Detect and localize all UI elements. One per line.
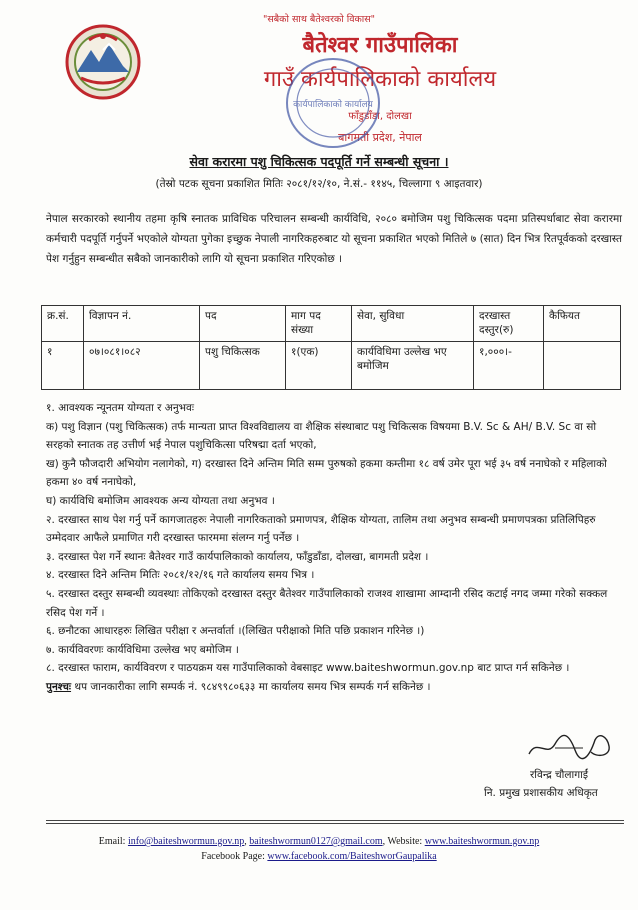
footer-contact-line: Email: info@baiteshwormun.gov.np, baiteshwormun0127@gmail.com, Website: www.baiteshwormun.gov.np	[98, 836, 540, 847]
section-8: ८. दरखास्त फाराम, कार्यविवरण र पाठयक्रम यस गाउँपालिकाको वेबसाइट www.baiteshwormun.gov.np बाट प्राप्त गर्न सकिनेछ ।	[46, 662, 570, 675]
section-4: ४. दरखास्त दिने अन्तिम मितिः २०८१/१२/१६ गते कार्यालय समय भित्र ।	[46, 569, 315, 582]
municipality-emblem-logo	[63, 22, 143, 102]
facebook-label: Facebook Page:	[201, 851, 268, 862]
section-2: २. दरखास्त साथ पेश गर्नु पर्ने कागजातहरुः नेपाली नागरिकताको प्रमाणपत्र, शैक्षिक योग्यता, तालिम तथा अनुभव सम्बन्धी प्रमाणपत्रका प्रतिलिपिहरु उम्मेदवार आफैले प्रमाणित गरी दरखास्त फारममा संलग्न गर्नु पर्नेछ ।	[46, 513, 596, 545]
signatory-name: रविन्द्र चौलागाईं	[530, 769, 589, 781]
notice-body	[46, 399, 624, 697]
website-link[interactable]: www.baiteshwormun.gov.np	[424, 836, 540, 847]
footer	[0, 834, 638, 864]
cell-post: पशु चिकित्सक	[200, 342, 286, 390]
postscript	[46, 678, 624, 697]
email-link-2[interactable]: baiteshwormun0127@gmail.com	[249, 836, 383, 847]
col-header-demand: माग पद संख्या	[286, 306, 352, 342]
footer-facebook-line	[0, 849, 638, 864]
table-row	[42, 342, 621, 390]
table-header-row	[42, 306, 621, 342]
section-7: ७. कार्यविवरणः कार्यविधिमा उल्लेख भए बमोजिम ।	[46, 643, 239, 656]
cell-fee: १,०००।-	[474, 342, 544, 390]
intro-paragraph: नेपाल सरकारको स्थानीय तहमा कृषि स्नातक प्राविधिक परिचालन सम्बन्धी कार्यविधि, २०८० बमोजिम पशु चिकित्सक पदमा प्रतिस्पर्धाबाट सेवा करारमा कर्मचारी पदपूर्ति गर्नुपर्ने भएकोले योग्यता पुगेका इच्छुक नेपाली नागरिकहरुबाट यो सूचना प्रकाशित भएको मितिले ७ (सात) दिन भित्र रितपूर्वकको दरखास्त पेश गर्नुहुन सम्बन्धीत सबैको जानकारीको लागि यो सूचना प्रकाशित गरिएकोछ ।	[46, 213, 622, 265]
section-6: ६. छनौटका आधारहरुः लिखित परीक्षा र अन्तर्वार्ता ।(लिखित परीक्षाको मिति पछि प्रकाशन गरिनेछ ।)	[46, 625, 425, 638]
section-5: ५. दरखास्त दस्तुर सम्बन्धी व्यवस्थाः तोकिएको दरखास्त दस्तुर बैतेश्वर गाउँपालिकाको राजश्व शाखामा आम्दानी रसिद कटाई नगद जम्मा गरेको सक्कल रसिद पेश गर्ने ।	[46, 587, 608, 619]
notice-subtitle: (तेस्रो पटक सूचना प्रकाशित मितिः २०८१/१२/१०, ने.सं.- ११४५, चिल्लागा ९ आइतवार)	[155, 178, 483, 190]
notice-title: सेवा करारमा पशु चिकित्सक पदपूर्ति गर्ने सम्बन्धी सूचना ।	[189, 154, 449, 169]
tagline: "सबैको साथ बैतेश्वरको विकास"	[262, 14, 376, 25]
footer-divider-2	[46, 823, 624, 824]
cell-sn: १	[42, 342, 84, 390]
org-name: बैतेश्वर गाउँपालिका	[302, 33, 458, 58]
address-line-2: बागमती प्रदेश, नेपाल	[338, 131, 422, 144]
signature-block	[430, 728, 638, 800]
col-header-sn: क्र.सं.	[42, 306, 84, 342]
vacancy-table	[41, 305, 621, 390]
cell-ad-no: ०७।०८१।०८२	[84, 342, 200, 390]
email-label: Email:	[98, 836, 128, 847]
section-1-title: १. आवश्यक न्यूनतम योग्यता र अनुभवः	[46, 402, 194, 414]
postscript-label: पुनश्चः	[46, 680, 72, 693]
handwritten-signature	[525, 728, 615, 764]
facebook-link[interactable]: www.facebook.com/BaiteshworGaupalika	[267, 851, 437, 862]
office-name: गाउँ कार्यपालिकाको कार्यालय	[263, 67, 497, 92]
col-header-ad-no: विज्ञापन नं.	[84, 306, 200, 342]
section-1b: ख) कुनै फौजदारी अभियोग नलागेको, ग) दरखास्त दिने अन्तिम मिति सम्म पुरुषको हकमा कम्तीमा १८ वर्ष उमेर पूरा भई ३५ वर्ष ननाघेको र महिलाको हकमा ४० वर्ष ननाघेको,	[46, 457, 607, 489]
address-line-1: फाँडुडाँडा, दोलखा	[348, 111, 412, 122]
col-header-remarks: कैफियत	[544, 306, 621, 342]
section-1c: घ) कार्यविधि बमोजिम आवश्यक अन्य योग्यता तथा अनुभव ।	[46, 494, 275, 507]
section-1a: क) पशु विज्ञान (पशु चिकित्सक) तर्फ मान्यता प्राप्त विश्वविद्यालय वा शैक्षिक संस्थाबाट पशु चिकित्सक विषयमा B.V. Sc & AH/ B.V. Sc वा सो सरहको स्नातक तह उत्तीर्ण भई नेपाल पशुचिकित्सा परिषद्मा दर्ता भएको,	[46, 420, 597, 452]
cell-service: कार्यविधिमा उल्लेख भए बमोजिम	[352, 342, 474, 390]
svg-text:कार्यपालिकाको कार्यालय: कार्यपालिकाको कार्यालय	[293, 100, 373, 110]
section-3: ३. दरखास्त पेश गर्ने स्थानः बैतेश्वर गाउँ कार्यपालिकाको कार्यालय, फाँडुडाँडा, दोलखा, बागमती प्रदेश ।	[46, 550, 429, 563]
signatory-title: नि. प्रमुख प्रशासकीय अधिकृत	[484, 787, 598, 799]
cell-remarks	[544, 342, 621, 390]
office-stamp-seal	[283, 55, 383, 151]
col-header-post: पद	[200, 306, 286, 342]
email-link-1[interactable]: info@baiteshwormun.gov.np	[127, 836, 245, 847]
col-header-fee: दरखास्त दस्तुर(रु)	[474, 306, 544, 342]
col-header-service: सेवा, सुविधा	[352, 306, 474, 342]
cell-demand: १(एक)	[286, 342, 352, 390]
postscript-text: थप जानकारीका लागि सम्पर्क नं. ९८४९९८०६३३ मा कार्यालय समय भित्र सम्पर्क गर्न सकिनेछ ।	[71, 680, 431, 693]
website-label: Website:	[385, 836, 425, 847]
footer-divider	[46, 820, 624, 821]
